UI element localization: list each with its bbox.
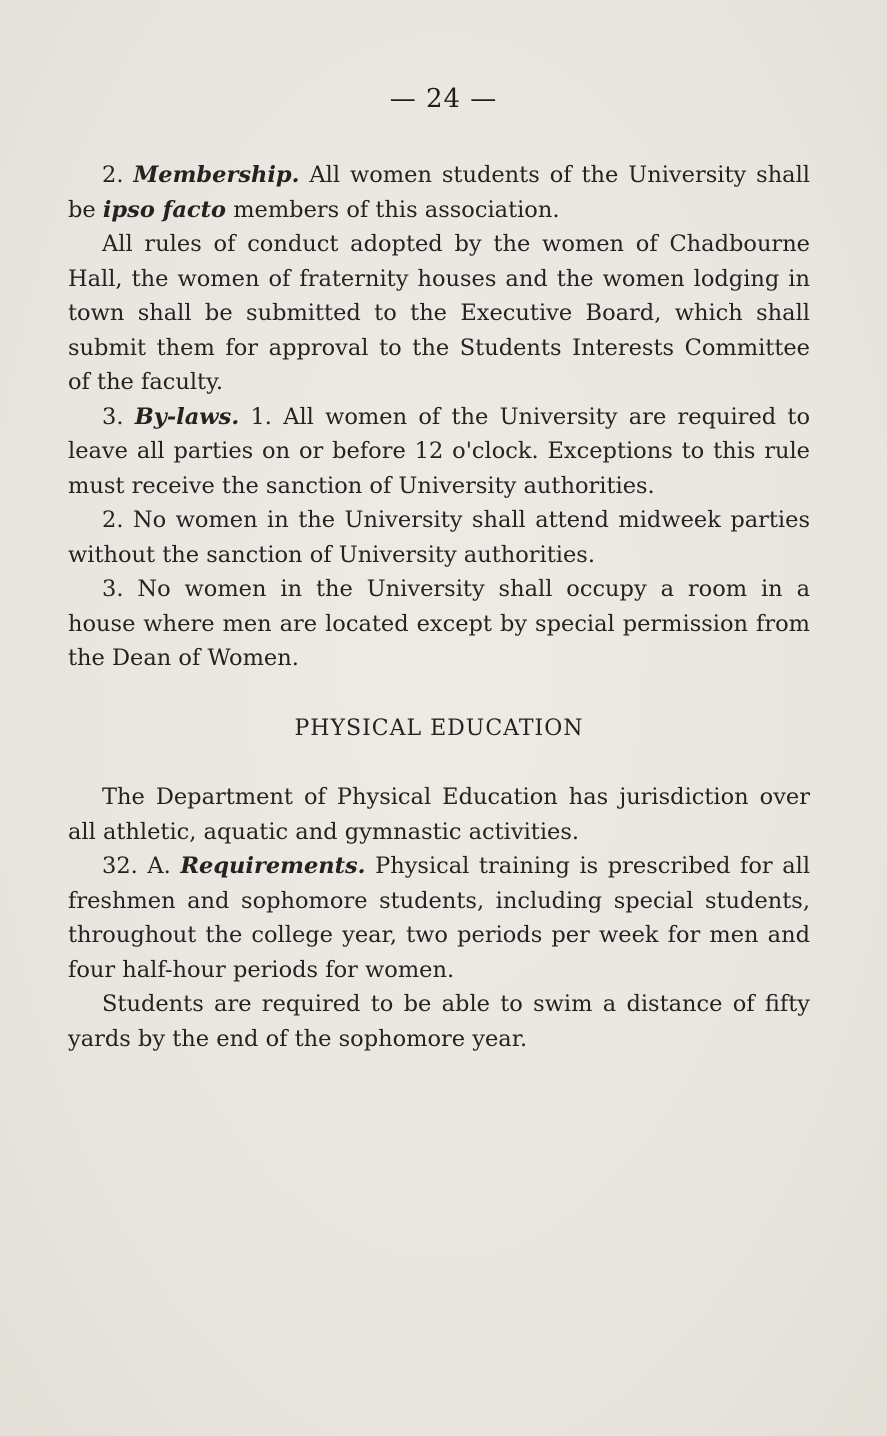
paragraph-text: Physical training is prescribed for all freshmen and sophomore students, including special students, throughout the college year, two periods per week for men and four half-hour periods for women. (68, 853, 811, 983)
paragraph-bylaw-2: 2. No women in the University shall attend midweek parties without the sanction of University authorities. (68, 507, 810, 568)
paragraph-requirements (68, 849, 810, 987)
paragraph-bylaw-3: 3. No women in the University shall occupy a room in a house where men are located except by special permission from the Dean of Women. (68, 576, 810, 671)
paragraph-text: 1. All women of the University are required to leave all parties on or before 12 o'clock. Exceptions to this rule must receive the sanction of University authorities. (68, 403, 811, 499)
section-number: 2. (102, 162, 124, 188)
paragraph-bylaws (68, 400, 810, 504)
latin-phrase: ipso facto (102, 196, 227, 223)
page-number: — 24 — (389, 84, 498, 114)
paragraph-pe-intro: The Department of Physical Education has jurisdiction over all athletic, aquatic and gymnastic activities. (68, 784, 810, 845)
paragraph-text: All women students of the University shall be (68, 162, 810, 223)
paragraph-rules: All rules of conduct adopted by the women of Chadbourne Hall, the women of fraternity houses and the women lodging in town shall be submitted to the Executive Board, which shall submit them for approval to the Students Interests Committee of the faculty. (68, 231, 810, 395)
section-heading: PHYSICAL EDUCATION (294, 715, 584, 741)
section-title: Requirements. (180, 853, 366, 879)
section-number: 3. (102, 403, 124, 430)
section-title: Membership. (133, 162, 300, 188)
paragraph-text: members of this association. (233, 196, 560, 223)
paragraph-membership (68, 158, 810, 227)
paragraph-swim: Students are required to be able to swim a distance of fifty yards by the end of the sophomore year. (68, 991, 810, 1052)
body-text (68, 158, 810, 1056)
section-title: By-laws. (134, 403, 240, 430)
section-number: 32. A. (102, 853, 171, 879)
